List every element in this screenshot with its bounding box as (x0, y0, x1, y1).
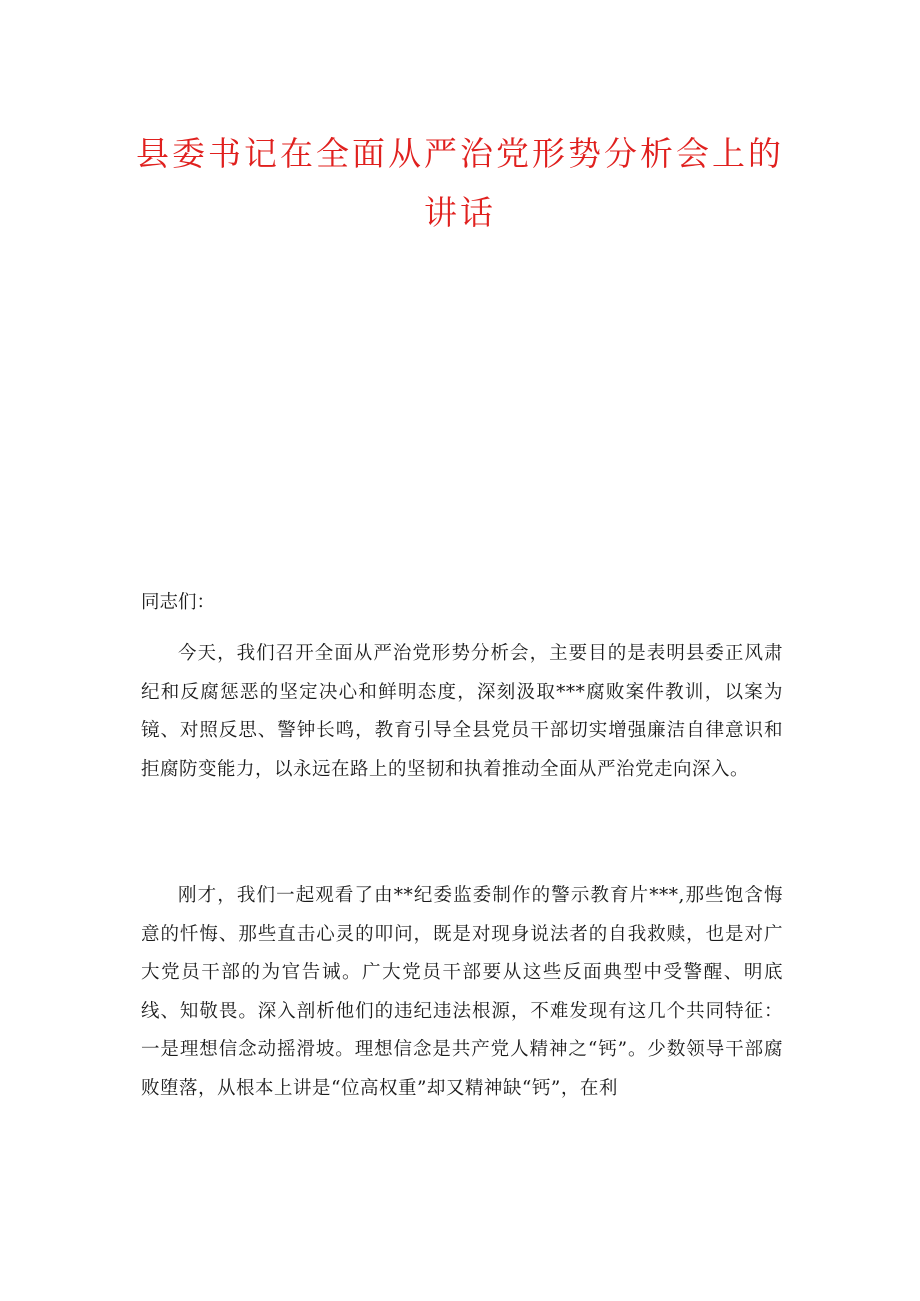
salutation: 同志们： (141, 592, 216, 613)
body-paragraph: 今天，我们召开全面从严治党形势分析会，主要目的是表明县委正风肃纪和反腐惩恶的坚定决心和鲜明态度，深刻汲取***腐败案件教训，以案为镜、对照反思、警钟长鸣，教育引导全县党员干部切实增强廉洁自律意识和拒腐防变能力，以永远在路上的坚韧和执着推动全面从严治党走向深入。 (141, 643, 783, 780)
body-paragraph: 刚才，我们一起观看了由**纪委监委制作的警示教育片***,那些饱含悔意的忏悔、那些直击心灵的叩问，既是对现身说法者的自我救赎，也是对广大党员干部的为官告诫。广大党员干部要从这些反面典型中受警醒、明底线、知敬畏。深入剖析他们的违纪违法根源，不难发现有这几个共同特征：一是理想信念动摇滑坡。理想信念是共产党人精神之“钙”。少数领导干部腐败堕落，从根本上讲是“位高权重”却又精神缺“钙”，在利 (141, 885, 783, 1099)
document-title-line-2: 讲话 (424, 193, 496, 232)
document-title-line-1: 县委书记在全面从严治党形势分析会上的 (136, 134, 784, 173)
